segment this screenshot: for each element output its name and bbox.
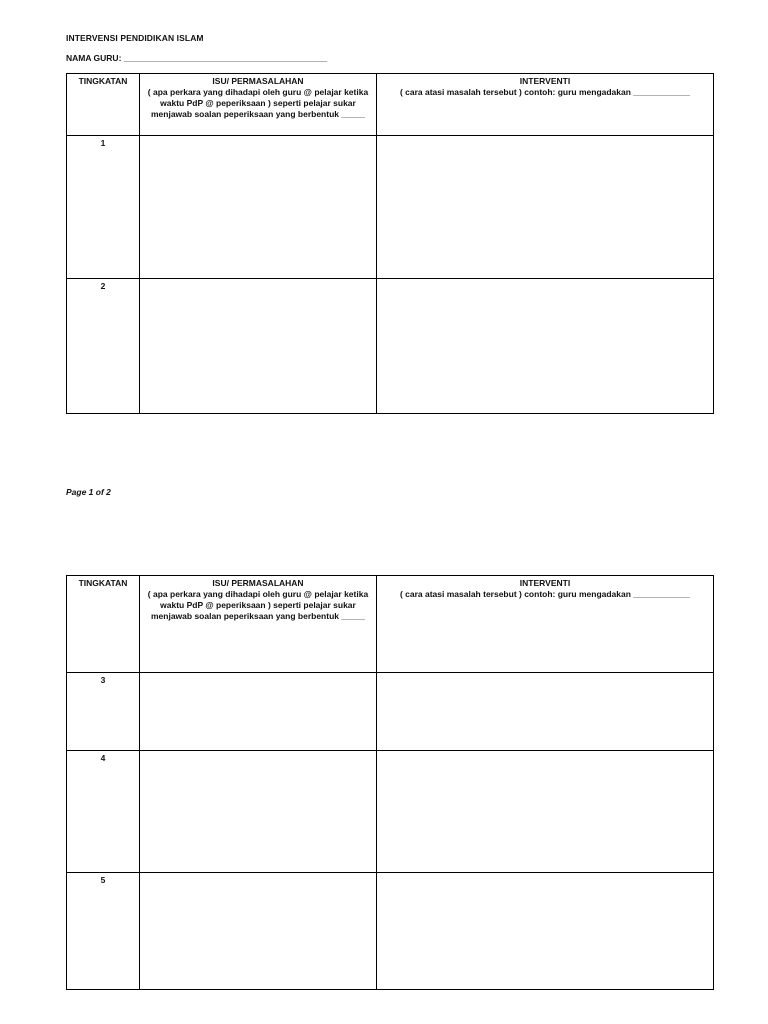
row-level: 5 <box>67 873 140 990</box>
table-row <box>67 673 714 751</box>
intervention-table-1 <box>66 73 714 414</box>
table-row <box>67 136 714 279</box>
issue-cell[interactable] <box>140 751 377 873</box>
table-row <box>67 751 714 873</box>
header-intervention-title: INTERVENTI <box>519 578 571 588</box>
intervention-cell[interactable] <box>377 751 714 873</box>
intervention-cell[interactable] <box>377 873 714 990</box>
header-level: TINGKATAN <box>67 576 140 673</box>
issue-cell[interactable] <box>140 873 377 990</box>
row-level: 2 <box>67 279 140 414</box>
guru-name-line <box>66 53 327 63</box>
intervention-cell[interactable] <box>377 279 714 414</box>
guru-name-label: NAMA GURU: <box>66 53 122 63</box>
guru-name-blank: ___________________________________________ <box>123 53 328 63</box>
header-intervention-desc: ( cara atasi masalah tersebut ) contoh: guru mengadakan ____________ <box>399 87 691 97</box>
page-number: Page 1 of 2 <box>66 487 111 497</box>
document-title: INTERVENSI PENDIDIKAN ISLAM <box>66 33 204 43</box>
row-level: 3 <box>67 673 140 751</box>
header-issue-desc: ( apa perkara yang dihadapi oleh guru @ pelajar ketika waktu PdP @ peperiksaan ) seperti pelajar sukar menjawab soalan peperiksaan yang berbentuk _____ <box>147 589 369 621</box>
header-intervention-desc: ( cara atasi masalah tersebut ) contoh: guru mengadakan ____________ <box>399 589 691 599</box>
header-level: TINGKATAN <box>67 74 140 136</box>
header-issue <box>140 576 377 673</box>
table-header-row <box>67 74 714 136</box>
header-issue <box>140 74 377 136</box>
header-issue-title: ISU/ PERMASALAHAN <box>212 76 304 86</box>
intervention-cell[interactable] <box>377 673 714 751</box>
header-issue-title: ISU/ PERMASALAHAN <box>212 578 304 588</box>
intervention-table-2 <box>66 575 714 990</box>
table-row <box>67 279 714 414</box>
header-intervention-title: INTERVENTI <box>519 76 571 86</box>
row-level: 4 <box>67 751 140 873</box>
header-issue-desc: ( apa perkara yang dihadapi oleh guru @ pelajar ketika waktu PdP @ peperiksaan ) seperti pelajar sukar menjawab soalan peperiksaan yang berbentuk _____ <box>147 87 369 119</box>
header-intervention <box>377 576 714 673</box>
row-level: 1 <box>67 136 140 279</box>
table-row <box>67 873 714 990</box>
table-header-row <box>67 576 714 673</box>
intervention-cell[interactable] <box>377 136 714 279</box>
issue-cell[interactable] <box>140 673 377 751</box>
issue-cell[interactable] <box>140 279 377 414</box>
header-intervention <box>377 74 714 136</box>
issue-cell[interactable] <box>140 136 377 279</box>
